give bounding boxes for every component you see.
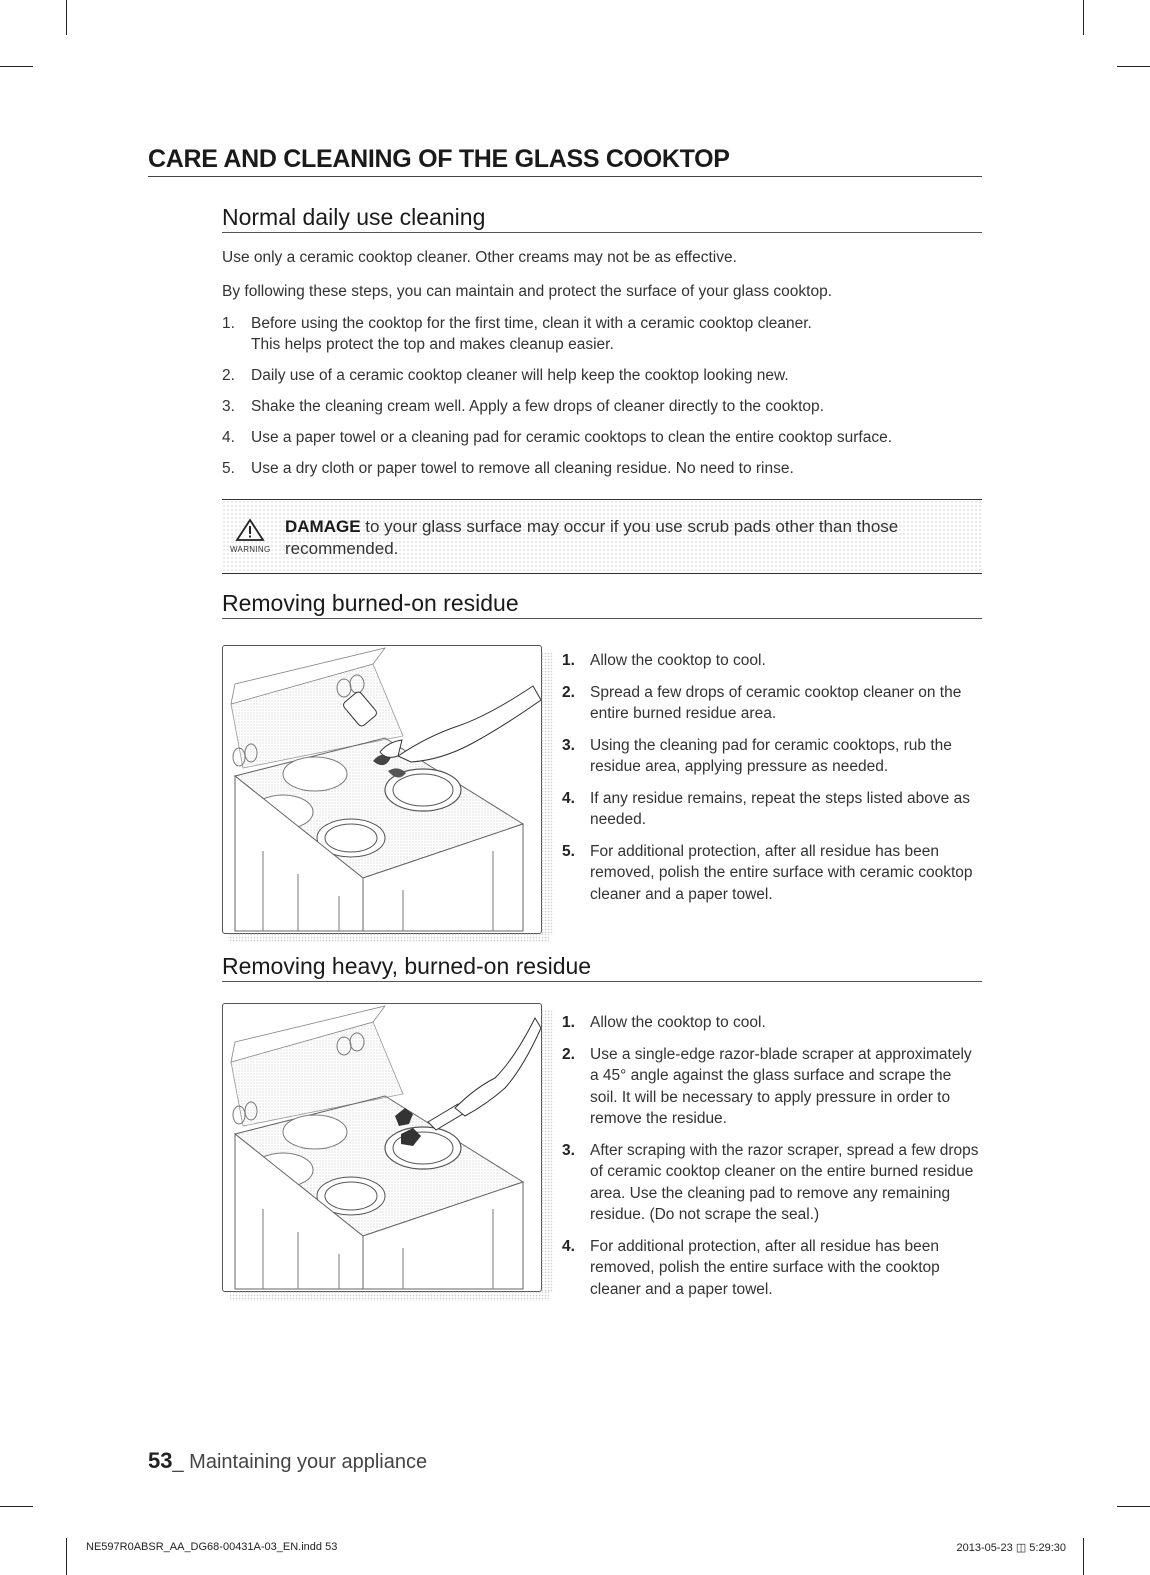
section-heading-normal: Normal daily use cleaning: [222, 203, 982, 233]
footer-section: Maintaining your appliance: [183, 1451, 428, 1473]
section-heading-burned: Removing burned-on residue: [222, 589, 982, 619]
list-item: [562, 682, 982, 725]
warning-icon: [230, 518, 270, 554]
cooktop-cleaning-illustration: [223, 646, 541, 933]
step-number: 1.: [562, 652, 575, 669]
crop-mark: [0, 66, 33, 67]
page-number: 53: [148, 1448, 173, 1473]
step-number: 4.: [562, 1237, 575, 1255]
list-item: [222, 458, 992, 479]
intro-text: By following these steps, you can maintain and protect the surface of your glass cooktop.: [222, 283, 833, 300]
warning-label: WARNING: [230, 545, 271, 554]
cooktop-illustration-cleaning: [222, 645, 542, 934]
warning-bold: DAMAGE: [285, 517, 361, 536]
list-item: [562, 1044, 982, 1130]
step-text: Allow the cooktop to cool.: [590, 652, 766, 669]
step-text: For additional protection, after all residue has been removed, polish the entire surface with the cooktop cleaner and a paper towel.: [590, 1237, 940, 1298]
crop-mark: [1117, 1506, 1150, 1507]
date-slug: 2013-05-23 ◫ 5:29:30: [956, 1542, 1066, 1554]
list-item: [222, 427, 992, 448]
step-text: Daily use of a ceramic cooktop cleaner will help keep the cooktop looking new.: [251, 367, 789, 384]
step-number: 2.: [562, 683, 575, 701]
crop-mark: [1083, 1538, 1084, 1575]
warning-body: to your glass surface may occur if you use scrub pads other than those recommended.: [285, 517, 899, 558]
step-number: 4.: [562, 789, 575, 807]
list-item: [222, 365, 992, 386]
step-text-line: Before using the cooktop for the first time, clean it with a ceramic cooktop cleaner.: [251, 315, 812, 332]
normal-steps-list: [222, 313, 992, 489]
step-number: 1.: [222, 315, 235, 332]
warning-box: [222, 499, 982, 574]
step-number: 5.: [562, 842, 575, 860]
step-number: 3.: [222, 398, 235, 415]
step-text: For additional protection, after all residue has been removed, polish the entire surface with ceramic cooktop cleaner and a paper towel.: [590, 842, 973, 903]
step-text: Spread a few drops of ceramic cooktop cleaner on the entire burned residue area.: [590, 683, 962, 722]
step-text: [251, 313, 812, 355]
footer-separator: _: [172, 1451, 184, 1473]
illustration-shadow: [541, 652, 553, 935]
step-number: 1.: [562, 1014, 575, 1031]
crop-mark: [0, 1506, 33, 1507]
step-text-line: This helps protect the top and makes cleanup easier.: [251, 336, 614, 353]
list-item: [562, 1236, 982, 1301]
step-text: Using the cleaning pad for ceramic cooktops, rub the residue area, applying pressure as needed.: [590, 736, 952, 775]
page-footer: [148, 1448, 427, 1474]
step-text: If any residue remains, repeat the steps listed above as needed.: [590, 789, 970, 828]
illustration-shadow: [541, 1010, 553, 1293]
intro-text: Use only a ceramic cooktop cleaner. Other creams may not be as effective.: [222, 249, 737, 266]
step-number: 3.: [562, 736, 575, 754]
list-item: [222, 396, 992, 417]
crop-mark: [66, 1538, 67, 1575]
list-item: [562, 841, 982, 906]
heavy-steps-list: [562, 1012, 982, 1310]
list-item: [562, 1012, 982, 1034]
cooktop-scraping-illustration: [223, 1004, 541, 1291]
illustration-shadow: [229, 1291, 549, 1301]
step-text: Use a dry cloth or paper towel to remove all cleaning residue. No need to rinse.: [251, 460, 794, 477]
crop-mark: [1083, 0, 1084, 35]
file-slug: NE597R0ABSR_AA_DG68-00431A-03_EN.indd 53: [86, 1541, 338, 1553]
list-item: [562, 650, 982, 672]
step-text: Allow the cooktop to cool.: [590, 1014, 766, 1031]
burned-steps-list: [562, 650, 982, 915]
step-number: 3.: [562, 1141, 575, 1159]
cooktop-illustration-scraping: [222, 1003, 542, 1292]
list-item: [222, 313, 992, 355]
step-number: 2.: [222, 367, 235, 384]
crop-mark: [66, 0, 67, 35]
list-item: [562, 788, 982, 831]
step-number: 4.: [222, 429, 235, 446]
warning-triangle-icon: [235, 518, 265, 542]
list-item: [562, 1140, 982, 1226]
step-text: Use a single-edge razor-blade scraper at approximately a 45° angle against the glass surface and scrape the soil. It will be necessary to apply pressure in order to remove the residue.: [590, 1045, 972, 1127]
list-item: [562, 735, 982, 778]
step-number: 2.: [562, 1045, 575, 1063]
step-number: 5.: [222, 460, 235, 477]
crop-mark: [1117, 66, 1150, 67]
page-title: CARE AND CLEANING OF THE GLASS COOKTOP: [148, 144, 982, 177]
step-text: Shake the cleaning cream well. Apply a few drops of cleaner directly to the cooktop.: [251, 398, 824, 415]
illustration-shadow: [229, 933, 549, 943]
warning-text: [285, 516, 975, 560]
step-text: After scraping with the razor scraper, spread a few drops of ceramic cooktop cleaner on the entire burned residue area. Use the cleaning pad to remove any remaining residue. (Do not scrape the seal.): [590, 1141, 979, 1223]
section-heading-heavy: Removing heavy, burned-on residue: [222, 952, 982, 982]
step-text: Use a paper towel or a cleaning pad for ceramic cooktops to clean the entire cooktop surface.: [251, 429, 893, 446]
